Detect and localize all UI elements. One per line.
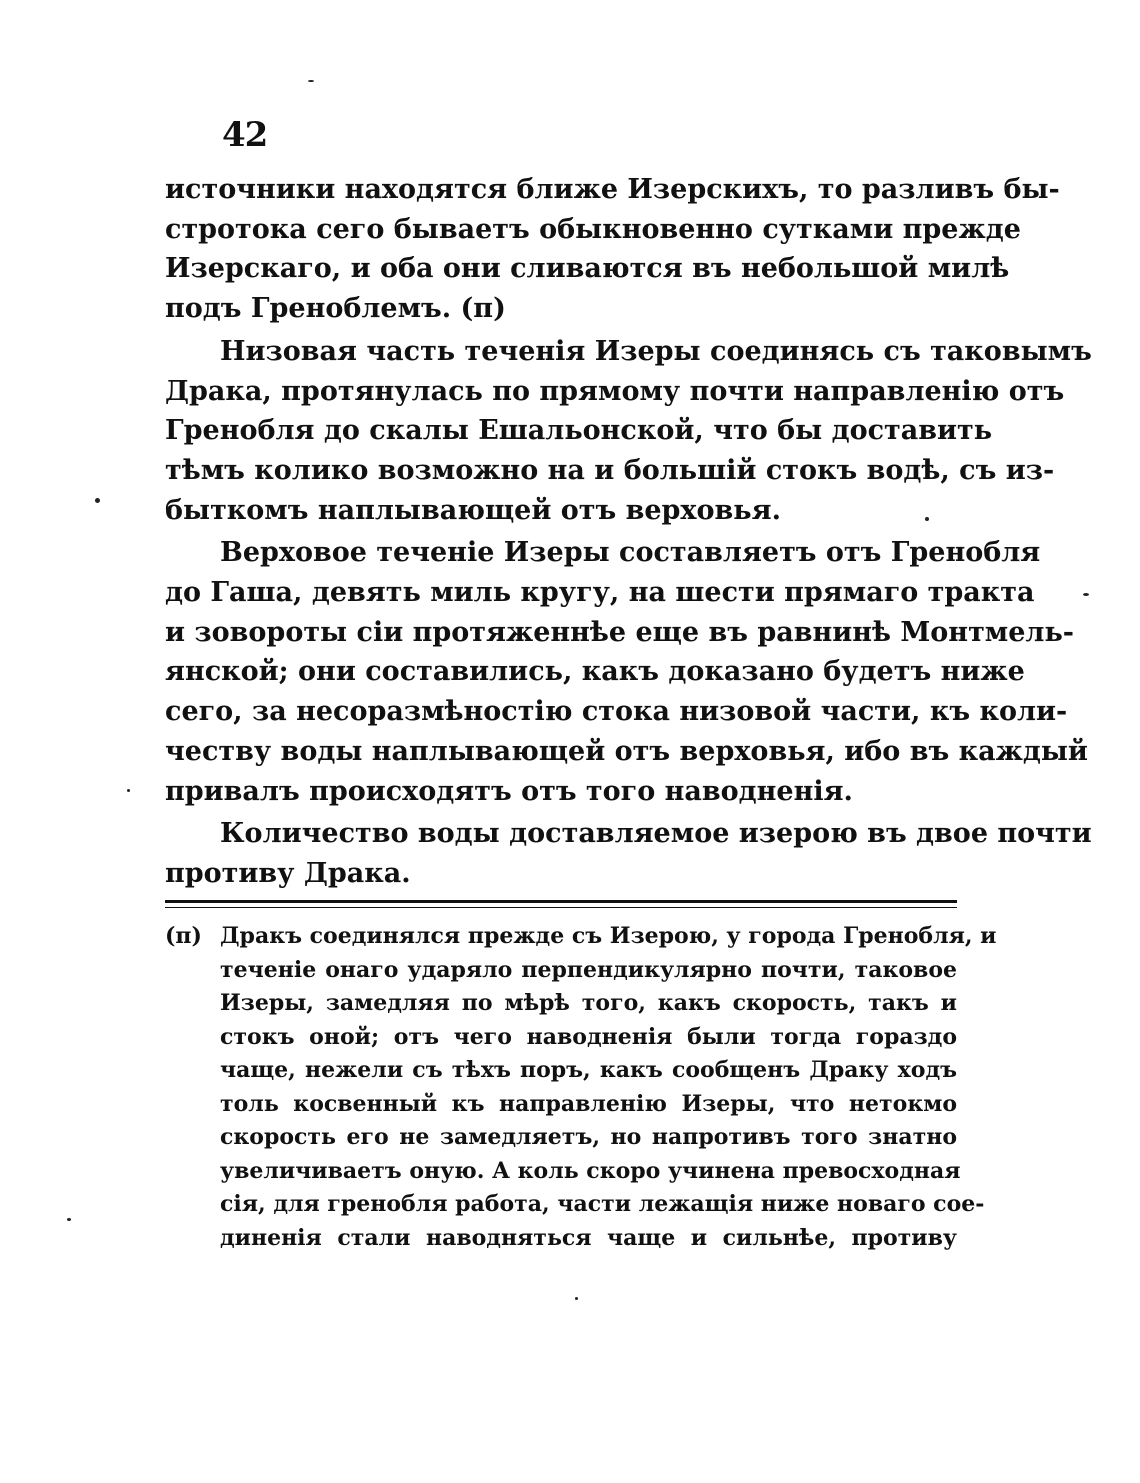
footnote-line: скорость его не замедляетъ, но напротивъ того знатно bbox=[220, 1124, 957, 1150]
text-line: привалъ происходятъ отъ того наводненія. bbox=[165, 775, 853, 807]
scan-speck bbox=[67, 1218, 71, 1221]
footnote-line: чаще, нежели съ тѣхъ поръ, какъ сообщенъ Драку ходъ bbox=[220, 1057, 957, 1083]
scan-speck bbox=[925, 517, 929, 521]
paragraph-1 bbox=[165, 170, 1060, 329]
text-line: Верховое теченіе Изеры составляетъ отъ Гренобля bbox=[220, 537, 1041, 569]
scan-speck bbox=[127, 789, 130, 792]
text-line: и зовороты сіи протяженнѣе еще въ равнинѣ Монтмель- bbox=[165, 616, 1074, 648]
main-text bbox=[165, 170, 1092, 894]
page-number: 42 bbox=[222, 115, 268, 155]
text-line: тѣмъ колико возможно на и большій стокъ водѣ, съ из- bbox=[165, 454, 1055, 486]
text-line: Изерскаго, и оба они сливаются въ небольшой милѣ bbox=[165, 253, 1010, 285]
text-line: Драка, протянулась по прямому почти направленію отъ bbox=[165, 375, 1065, 407]
paragraph-2 bbox=[165, 332, 1092, 531]
footnote-divider bbox=[165, 900, 957, 908]
footnote-line: сія, для гренобля работа, части лежащія ниже новаго сое- bbox=[220, 1191, 985, 1217]
footnote-line: теченіе онаго ударяло перпендикулярно почти, таковое bbox=[220, 956, 957, 983]
footnote-line: увеличиваетъ оную. А коль скоро учинена превосходная bbox=[220, 1157, 961, 1184]
text-line: источники находятся ближе Изерскихъ, то разливъ бы- bbox=[165, 174, 1060, 205]
text-line: Низовая часть теченія Изеры соединясь съ таковымъ bbox=[220, 335, 1092, 367]
scan-speck bbox=[575, 1297, 578, 1300]
text-line: до Гаша, девять миль кругу, на шести прямаго тракта bbox=[165, 577, 1035, 609]
text-line: стротока сего бываетъ обыкновенно сутками прежде bbox=[165, 213, 1021, 245]
text-line: Гренобля до скалы Ешальонской, что бы доставить bbox=[165, 415, 993, 447]
footnote-line: толь косвенный къ направленію Изеры, что нетокмо bbox=[220, 1090, 957, 1117]
paragraph-4 bbox=[165, 814, 1092, 893]
text-line: быткомъ наплывающей отъ верховья. bbox=[165, 494, 781, 526]
text-line: подъ Греноблемъ. (п) bbox=[165, 293, 506, 325]
scan-speck bbox=[1083, 593, 1089, 596]
paragraph-3 bbox=[165, 533, 1088, 811]
text-line: Количество воды доставляемое изерою въ двое почти bbox=[220, 818, 1092, 850]
footnote-text: Дракъ соединялся прежде съ Изерою, у города Гренобля, и bbox=[220, 923, 997, 949]
footnote-line: Изеры, замедляя по мѣрѣ того, какъ скорость, такъ и bbox=[220, 990, 957, 1016]
footnote-marker: (п) bbox=[165, 923, 202, 949]
text-line: честву воды наплывающей отъ верховья, ибо въ каждый bbox=[165, 735, 1088, 767]
footnote-line: диненія стали наводняться чаще и сильнѣе, противу bbox=[220, 1224, 957, 1251]
text-line: противу Драка. bbox=[165, 857, 411, 889]
footnote bbox=[165, 920, 997, 1255]
text-line: сего, за несоразмѣностію стока низовой части, къ коли- bbox=[165, 696, 1068, 728]
text-line: янской; они составились, какъ доказано будетъ ниже bbox=[165, 656, 1025, 688]
scan-speck bbox=[308, 80, 314, 82]
footnote-line: стокъ оной; отъ чего наводненія были тогда гораздо bbox=[220, 1023, 957, 1050]
scan-speck bbox=[95, 498, 100, 503]
footnote-line bbox=[165, 920, 997, 954]
